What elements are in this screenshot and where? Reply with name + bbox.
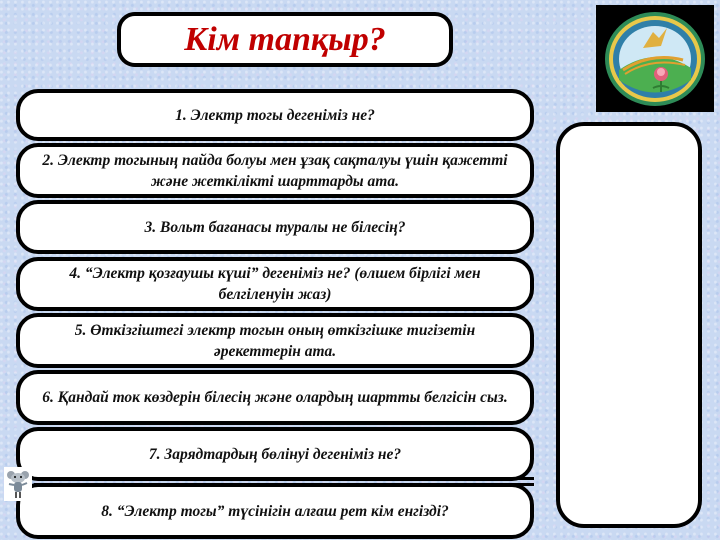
question-5-text: 5. Өткізгіштегі электр тогын оның өткізгішке тигізетін әрекеттерін ата. [74, 321, 476, 360]
answer-panel [556, 122, 702, 528]
question-1-text: 1. Электр тогы дегеніміз не? [175, 106, 375, 124]
page-title: Кім тапқыр? [184, 20, 386, 58]
divider-line [34, 483, 534, 486]
title-box [117, 12, 453, 67]
question-7-text: 7. Зарядтардың бөлінуі дегеніміз не? [148, 445, 402, 463]
mascot [4, 467, 32, 501]
question-3[interactable] [16, 200, 534, 254]
question-1[interactable] [16, 89, 534, 141]
question-3-text: 3. Вольт бағанасы туралы не білесің? [144, 218, 406, 236]
logo-frame [596, 5, 714, 112]
mouse-mascot-icon [5, 468, 31, 500]
divider-line [34, 477, 534, 480]
school-emblem-icon [603, 10, 707, 108]
question-8[interactable] [16, 483, 534, 539]
question-2[interactable] [16, 143, 534, 198]
question-6[interactable] [16, 370, 534, 425]
question-2-text: 2. Электр тогының пайда болуы мен ұзақ сақталуы үшін қажетті және жеткілікті шарттарды ата. [42, 151, 508, 190]
question-4[interactable] [16, 257, 534, 311]
question-7[interactable] [16, 427, 534, 481]
question-8-text: 8. “Электр тогы” түсінігін алғаш рет кім енгізді? [101, 502, 449, 520]
question-5[interactable] [16, 313, 534, 368]
question-4-text: 4. “Электр қозғаушы күші” дегеніміз не? (өлшем бірлігі мен белгіленуін жаз) [69, 265, 481, 303]
question-6-text: 6. Қандай ток көздерін білесің және олардың шартты белгісін сыз. [42, 389, 508, 406]
